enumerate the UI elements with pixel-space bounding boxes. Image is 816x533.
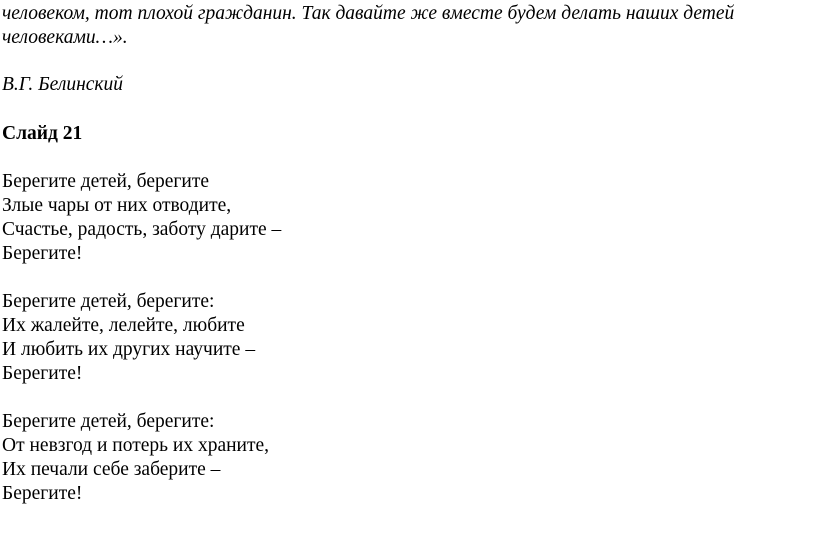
quote-author: В.Г. Белинский bbox=[2, 74, 124, 95]
poem-stanza-2-line-2: Их жалейте, лелейте, любите bbox=[2, 315, 245, 336]
poem-stanza-2-line-4: Берегите! bbox=[2, 363, 83, 384]
poem-stanza-3-line-1: Берегите детей, берегите: bbox=[2, 411, 215, 432]
poem-stanza-1-line-3: Счастье, радость, заботу дарите – bbox=[2, 219, 282, 240]
poem-stanza-3-line-3: Их печали себе заберите – bbox=[2, 459, 221, 480]
poem-stanza-3-line-2: От невзгод и потерь их храните, bbox=[2, 435, 270, 456]
poem-stanza-1-line-2: Злые чары от них отводите, bbox=[2, 195, 232, 216]
slide-heading: Слайд 21 bbox=[2, 123, 83, 144]
quote-line-1: человеком, тот плохой гражданин. Так давайте же вместе будем делать наших детей bbox=[2, 3, 735, 24]
quote-line-2: человеками…». bbox=[2, 27, 128, 48]
poem-stanza-2-line-1: Берегите детей, берегите: bbox=[2, 291, 215, 312]
poem-stanza-2-line-3: И любить их других научите – bbox=[2, 339, 256, 360]
poem-stanza-1-line-1: Берегите детей, берегите bbox=[2, 171, 210, 192]
poem-stanza-1-line-4: Берегите! bbox=[2, 243, 83, 264]
poem-stanza-3-line-4: Берегите! bbox=[2, 483, 83, 504]
